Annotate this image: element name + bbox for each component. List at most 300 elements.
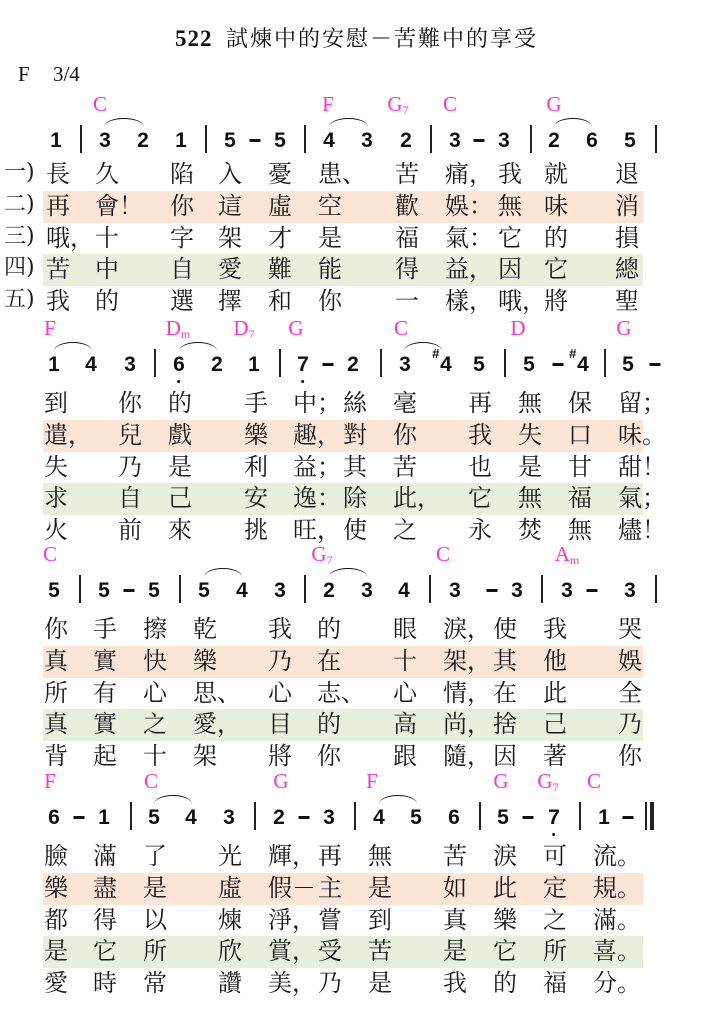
lyric-syllable: 戲 [168, 420, 192, 449]
lyric-syllable: 留 [618, 389, 642, 417]
lyric-punctuation: ， [467, 678, 491, 707]
verse-label: 一) [4, 160, 35, 185]
lyric-syllable: 此 [493, 873, 517, 902]
lyric-punctuation: 、 [342, 160, 366, 188]
note: 4 [185, 806, 197, 829]
lyric-syllable: 娛 [618, 646, 642, 675]
note: 5 [473, 353, 485, 376]
lyric-syllable: 對 [343, 420, 367, 449]
lyric-syllable: 我 [498, 160, 522, 188]
note: 2 [273, 806, 285, 829]
lyric-punctuation: ！ [119, 191, 143, 220]
lyric-punctuation: ！ [642, 452, 666, 481]
lyric-syllable: 分 [593, 969, 617, 998]
lyric-syllable: 受 [318, 937, 342, 966]
lyric-syllable: 你 [393, 420, 417, 449]
lyric-punctuation: ： [469, 223, 493, 252]
lyric-syllable: 架 [443, 646, 467, 675]
lyric-syllable: 我 [46, 287, 70, 316]
lyric-syllable: 高 [393, 710, 417, 739]
lyric-syllable: 著 [543, 742, 567, 771]
lyric-syllable: 了 [143, 842, 167, 870]
lyric-syllable: 無 [498, 191, 522, 220]
note: 2 [323, 579, 335, 602]
lyric-syllable: 乾 [193, 615, 217, 643]
lyric-syllable: 美 [268, 969, 292, 998]
note: 4 [323, 129, 335, 152]
lyric-syllable: 它 [493, 937, 517, 966]
slur [204, 568, 242, 577]
bar-line [254, 802, 256, 830]
lyric-punctuation: ， [292, 969, 316, 998]
slur [104, 118, 144, 127]
lyric-syllable: 所 [44, 678, 68, 707]
lyric-syllable: 嘗 [318, 905, 342, 934]
lyric-syllable: 我 [443, 969, 467, 998]
lyric-punctuation: ， [317, 420, 341, 449]
sustain-dash [650, 363, 661, 366]
note: 3 [624, 579, 636, 602]
slur [329, 118, 368, 127]
lyric-syllable: 入 [218, 160, 242, 188]
bar-line [655, 125, 657, 153]
lyric-syllable: 目 [268, 710, 292, 739]
lyric-syllable: 會 [95, 191, 119, 220]
lyric-syllable: 情 [443, 678, 467, 707]
lyric-syllable: 我 [268, 615, 292, 643]
chord-symbol: F [44, 316, 56, 340]
lyric-syllable: 它 [468, 484, 492, 513]
lyric-syllable: 欣 [218, 937, 242, 966]
lyric-syllable: 己 [543, 710, 567, 739]
lyric-syllable: 焚 [518, 516, 542, 545]
chord-symbol: G [273, 769, 289, 793]
lyric-syllable: 是 [44, 937, 68, 966]
lyric-syllable: 自 [170, 255, 194, 284]
note: 3 [361, 129, 373, 152]
lyric-syllable: 臉 [44, 842, 68, 870]
time-signature: 3/4 [52, 62, 80, 86]
lyric-syllable: 真 [44, 710, 68, 739]
lyric-syllable: 前 [118, 516, 142, 545]
lyric-syllable: 架 [193, 742, 217, 771]
sustain-dash [553, 363, 564, 366]
lyric-punctuation: ， [70, 223, 94, 252]
lower-octave-dot [553, 833, 556, 836]
lyric-syllable: 真 [44, 646, 68, 675]
lyric-punctuation: ； [317, 389, 341, 417]
chord-symbol: G [616, 316, 632, 340]
lyric-syllable: 才 [268, 223, 292, 252]
lyric-punctuation: 。 [617, 937, 641, 966]
slur [379, 795, 417, 804]
lyric-syllable: 福 [543, 969, 567, 998]
sustain-dash [474, 139, 485, 142]
slur [54, 342, 92, 351]
lyric-syllable: 甜 [618, 452, 642, 481]
note: 3 [124, 353, 136, 376]
lyric-syllable: 愛 [218, 255, 242, 284]
note: 5 [624, 129, 636, 152]
lyric-syllable: 它 [498, 223, 522, 252]
bar-line [79, 575, 81, 603]
lyric-syllable: 樂 [493, 905, 517, 934]
bar-line [179, 575, 181, 603]
lyric-syllable: 是 [368, 969, 392, 998]
bar-line [154, 349, 156, 377]
lyric-syllable: 福 [395, 223, 419, 252]
lyric-syllable: 損 [615, 223, 639, 252]
lyric-syllable: 和 [268, 287, 292, 316]
note: 5 [224, 129, 236, 152]
lyric-syllable: 再 [318, 842, 342, 870]
lyric-syllable: 乃 [268, 646, 292, 675]
lyric-syllable: 志 [317, 678, 341, 707]
sustain-dash [250, 139, 261, 142]
lyric-syllable: 假 [268, 873, 292, 902]
lyric-syllable: 盡 [93, 873, 117, 902]
lyric-punctuation: 。 [617, 842, 641, 870]
lyric-punctuation: ， [68, 420, 92, 449]
lyric-syllable: 自 [118, 484, 142, 513]
note: 5 [274, 129, 286, 152]
lyric-punctuation: 。 [617, 905, 641, 934]
bar-line [354, 802, 356, 830]
lyric-syllable: 是 [443, 937, 467, 966]
lyric-syllable: 所 [143, 937, 167, 966]
bar-line [430, 125, 432, 153]
note: 6 [586, 129, 598, 152]
lyric-punctuation: ！ [642, 516, 666, 545]
lyric-syllable: 得 [395, 255, 419, 284]
lyric-syllable: 時 [93, 969, 117, 998]
lyric-syllable: 因 [493, 742, 517, 771]
note: 5 [410, 806, 422, 829]
note: 3 [449, 579, 461, 602]
note: 3 [498, 129, 510, 152]
note: 5 [497, 806, 509, 829]
note: 3 [449, 129, 461, 152]
sustain-dash [323, 363, 334, 366]
bar-line [380, 349, 382, 377]
lower-octave-dot [178, 380, 181, 383]
lyric-syllable: 將 [544, 287, 568, 316]
note: 5 [523, 353, 535, 376]
lyric-syllable: 樂 [193, 646, 217, 675]
note: 1 [50, 129, 62, 152]
chord-symbol: D [510, 316, 526, 340]
lyric-punctuation: ， [292, 842, 316, 870]
lyric-syllable: 火 [44, 516, 68, 545]
lyric-syllable: 的 [95, 287, 119, 316]
sustain-dash [299, 816, 310, 819]
lyric-syllable: 絲 [343, 389, 367, 417]
note: 1 [48, 353, 60, 376]
chord-symbol: C [393, 316, 409, 340]
lyric-syllable: 中 [293, 389, 317, 417]
note: 6 [48, 806, 60, 829]
lyric-syllable: 其 [493, 646, 517, 675]
lyric-punctuation: － [292, 873, 316, 902]
lyric-syllable: 苦 [443, 842, 467, 870]
lyric-syllable: 趣 [293, 420, 317, 449]
lyric-syllable: 中 [95, 255, 119, 284]
lyric-syllable: 輝 [268, 842, 292, 870]
bar-line [304, 125, 306, 153]
lyric-syllable: 也 [468, 452, 492, 481]
lyric-punctuation: ， [467, 615, 491, 643]
lyric-syllable: 苦 [393, 452, 417, 481]
lyric-syllable: 手 [93, 615, 117, 643]
lyric-punctuation: ； [317, 452, 341, 481]
note: 4 # [432, 346, 452, 376]
note: 6 [448, 806, 460, 829]
lyric-punctuation: 。 [617, 873, 641, 902]
chord-symbol: C [586, 769, 602, 793]
lyric-syllable: 能 [318, 255, 342, 284]
lyric-syllable: 口 [568, 420, 592, 449]
lyric-syllable: 煉 [218, 905, 242, 934]
chord-symbol: C [442, 92, 458, 116]
note: 1 [598, 806, 610, 829]
bar-line [604, 349, 606, 377]
lyric-syllable: 樂 [44, 873, 68, 902]
lyric-punctuation: ， [467, 646, 491, 675]
lyric-syllable: 我 [543, 615, 567, 643]
chord-symbol: C [435, 542, 451, 566]
lyric-syllable: 的 [317, 710, 341, 739]
verse-label: 五) [4, 287, 35, 313]
lyric-syllable: 背 [44, 742, 68, 771]
lyric-syllable: 乃 [118, 452, 142, 481]
note: 5 [198, 579, 210, 602]
lyric-syllable: 保 [568, 389, 592, 417]
lyric-syllable: 到 [44, 389, 68, 417]
lyric-syllable: 主 [318, 873, 342, 902]
verse-label: 四) [4, 255, 35, 281]
bar-line [80, 125, 82, 153]
lyric-syllable: 都 [44, 905, 68, 934]
lyric-syllable: 苦 [368, 937, 392, 966]
sustain-dash [623, 816, 634, 819]
note: 5 [148, 806, 160, 829]
note: 3 [274, 579, 286, 602]
lyric-syllable: 真 [443, 905, 467, 934]
lyric-syllable: 除 [343, 484, 367, 513]
lyric-syllable: 淨 [268, 905, 292, 934]
lyric-punctuation: ， [467, 710, 491, 739]
lyric-syllable: 哦 [498, 287, 522, 316]
slur [554, 118, 592, 127]
lyric-syllable: 無 [368, 842, 392, 870]
note: 2 [347, 353, 359, 376]
lyric-syllable: 使 [493, 615, 517, 643]
note: 4 [85, 353, 97, 376]
lyric-punctuation: ： [317, 484, 341, 513]
lyric-syllable: 的 [493, 969, 517, 998]
lyric-syllable: 久 [95, 160, 119, 188]
lyric-syllable: 定 [543, 873, 567, 902]
slur [404, 342, 442, 351]
lyric-syllable: 全 [618, 678, 642, 707]
sustain-dash [523, 816, 534, 819]
lyric-syllable: 十 [143, 742, 167, 771]
lyric-syllable: 之 [543, 905, 567, 934]
bar-line [304, 575, 306, 603]
lyric-syllable: 無 [568, 516, 592, 545]
note: 2 [400, 129, 412, 152]
lyric-punctuation: ； [642, 484, 666, 513]
lyric-punctuation: ， [417, 484, 441, 513]
lyric-syllable: 旺 [293, 516, 317, 545]
lyric-punctuation: ， [217, 710, 241, 739]
chord-symbol: $A_m$ [554, 542, 580, 567]
lyric-syllable: 乃 [618, 710, 642, 739]
lyric-syllable: 它 [544, 255, 568, 284]
chord-symbol: F [44, 769, 56, 793]
note: 7 [548, 807, 560, 828]
note: 4 # [569, 346, 589, 376]
note: 3 [561, 579, 573, 602]
lyric-syllable: 甘 [568, 452, 592, 481]
chord-symbol: $D_m$ [165, 316, 191, 341]
lyric-syllable: 痛 [445, 160, 469, 188]
lyric-syllable: 捨 [493, 710, 517, 739]
lyric-syllable: 愛 [193, 710, 217, 739]
lyric-syllable: 味 [618, 420, 642, 449]
lyric-syllable: 實 [93, 710, 117, 739]
lyric-syllable: 苦 [395, 160, 419, 188]
bar-line [541, 575, 543, 603]
lyric-syllable: 你 [118, 389, 142, 417]
lyric-syllable: 擦 [143, 615, 167, 643]
note: 3 [399, 353, 411, 376]
note: 7 [297, 354, 309, 375]
note: 5 [48, 579, 60, 602]
verse-label: 三) [4, 223, 35, 249]
lyric-syllable: 永 [468, 516, 492, 545]
bar-line [530, 125, 532, 153]
lyric-syllable: 心 [143, 678, 167, 707]
note: 3 [323, 806, 335, 829]
lyric-syllable: 尚 [443, 710, 467, 739]
chord-symbol: $G_7$ [311, 542, 333, 567]
lyric-syllable: 你 [44, 615, 68, 643]
note: 3 [361, 579, 373, 602]
lyric-punctuation: ， [292, 937, 316, 966]
lyric-syllable: 的 [168, 389, 192, 417]
lyric-syllable: 有 [93, 678, 117, 707]
final-bar-line-thick [650, 802, 654, 830]
slur [154, 795, 192, 804]
lyric-syllable: 再 [468, 389, 492, 417]
sustain-dash [587, 589, 598, 592]
lyric-syllable: 眼 [393, 615, 417, 643]
lyric-syllable: 賞 [268, 937, 292, 966]
chord-symbol: C [92, 92, 108, 116]
lyric-syllable: 毫 [393, 389, 417, 417]
lyric-syllable: 這 [218, 191, 242, 220]
chord-symbol: C [143, 769, 159, 793]
lyric-syllable: 其 [343, 452, 367, 481]
lyric-syllable: 退 [615, 160, 639, 188]
note: 4 [398, 579, 410, 602]
lyric-punctuation: 、 [341, 678, 365, 707]
lyric-syllable: 己 [168, 484, 192, 513]
lyric-syllable: 是 [318, 223, 342, 252]
chord-symbol: $G_7$ [537, 769, 559, 794]
lyric-syllable: 失 [44, 452, 68, 481]
lyric-syllable: 字 [170, 223, 194, 252]
note: 1 [248, 353, 260, 376]
chord-symbol: $G_7$ [387, 92, 409, 117]
bar-line [279, 349, 281, 377]
lyric-syllable: 他 [543, 646, 567, 675]
note: 5 [148, 579, 160, 602]
lyric-syllable: 常 [143, 969, 167, 998]
lyric-syllable: 失 [518, 420, 542, 449]
lyric-punctuation: ， [292, 905, 316, 934]
chord-symbol: $D_7$ [233, 316, 255, 341]
lyric-syllable: 空 [318, 191, 342, 220]
lyric-syllable: 淚 [493, 842, 517, 870]
lyric-syllable: 遣 [44, 420, 68, 449]
note: 4 [373, 806, 385, 829]
lyric-syllable: 哭 [618, 615, 642, 643]
note: 1 [98, 806, 110, 829]
lyric-syllable: 在 [493, 678, 517, 707]
key-signature: F [18, 62, 30, 86]
hymn-number: 522 [175, 26, 213, 51]
lyric-syllable: 所 [543, 937, 567, 966]
lyric-syllable: 是 [518, 452, 542, 481]
lyric-syllable: 歡 [395, 191, 419, 220]
lyric-syllable: 你 [317, 742, 341, 771]
lyric-syllable: 苦 [46, 255, 70, 284]
bar-line [205, 125, 207, 153]
lyric-syllable: 消 [615, 191, 639, 220]
lyric-syllable: 你 [618, 742, 642, 771]
lyric-syllable: 你 [170, 191, 194, 220]
lyric-syllable: 聖 [615, 287, 639, 316]
lyric-syllable: 來 [168, 516, 192, 545]
note: 3 [99, 129, 111, 152]
note: 4 [236, 579, 248, 602]
lyric-syllable: 安 [244, 484, 268, 513]
bar-line [655, 575, 657, 603]
lyric-punctuation: ， [317, 516, 341, 545]
lyric-syllable: 讚 [218, 969, 242, 998]
lyric-syllable: 求 [44, 484, 68, 513]
note: 2 [548, 129, 560, 152]
lyric-syllable: 因 [498, 255, 522, 284]
chord-symbol: F [322, 92, 334, 116]
lyric-syllable: 乃 [318, 969, 342, 998]
note: 2 [137, 129, 149, 152]
lyric-syllable: 規 [593, 873, 617, 902]
lyric-syllable: 之 [143, 710, 167, 739]
lyric-syllable: 此 [543, 678, 567, 707]
key-time-signature [18, 62, 98, 87]
lyric-syllable: 你 [318, 287, 342, 316]
lyric-syllable: 無 [518, 389, 542, 417]
note: 6 [173, 354, 185, 375]
bar-line [579, 802, 581, 830]
lyric-punctuation: 。 [617, 969, 641, 998]
lyric-syllable: 兒 [118, 420, 142, 449]
lyric-syllable: 是 [168, 452, 192, 481]
note: 1 [175, 129, 187, 152]
